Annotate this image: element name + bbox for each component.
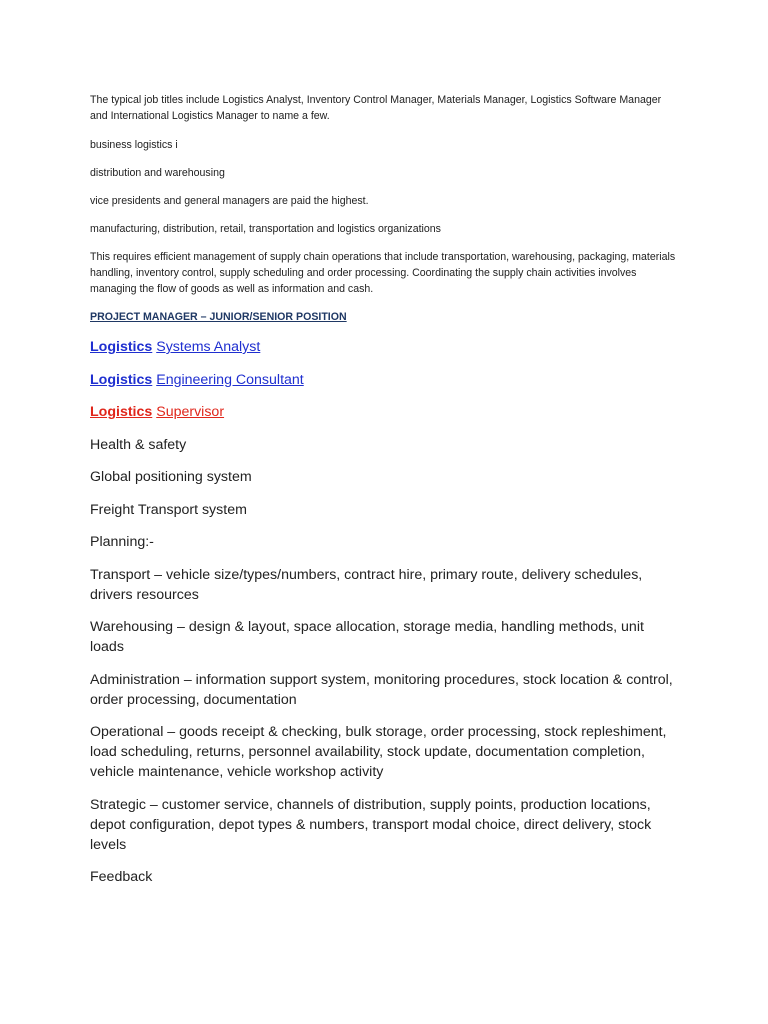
link-keyword[interactable]: Logistics	[90, 404, 153, 420]
link-systems-analyst[interactable]	[90, 337, 680, 357]
link-keyword[interactable]: Logistics	[90, 339, 153, 355]
operational-paragraph: Operational – goods receipt & checking, bulk storage, order processing, stock repleshiment, load scheduling, returns, personnel availability, stock update, documentation completion, vehicle maintenance, vehicle workshop activity	[90, 724, 667, 780]
project-manager-heading[interactable]: PROJECT MANAGER – JUNIOR/SENIOR POSITION	[90, 311, 347, 323]
gps-line: Global positioning system	[90, 469, 252, 485]
organizations-line: manufacturing, distribution, retail, transportation and logistics organizations	[90, 223, 441, 235]
link-text[interactable]: Supervisor	[156, 404, 225, 420]
link-supervisor[interactable]	[90, 402, 680, 422]
link-keyword[interactable]: Logistics	[90, 371, 153, 388]
feedback-line: Feedback	[90, 869, 153, 885]
document-page	[90, 92, 680, 900]
planning-line: Planning:-	[90, 534, 154, 550]
pay-line: vice presidents and general managers are paid the highest.	[90, 195, 369, 207]
freight-line: Freight Transport system	[90, 501, 247, 518]
job-titles-paragraph: The typical job titles include Logistics Analyst, Inventory Control Manager, Materials Manager, Logistics Software Manager and International Logistics Manager to name a few.	[90, 94, 662, 122]
link-text[interactable]: Engineering Consultant	[156, 371, 304, 388]
link-engineering-consultant[interactable]	[90, 370, 680, 390]
requirements-paragraph: This requires efficient management of supply chain operations that include transportation, warehousing, packaging, materials handling, inventory control, supply scheduling and order processing. Coordinating the supply chain activities involves managing the flow of goods as well as information and cash.	[90, 251, 676, 295]
health-safety-line: Health & safety	[90, 436, 187, 453]
administration-paragraph: Administration – information support system, monitoring procedures, stock location & control, order processing, documentation	[90, 671, 673, 708]
link-text[interactable]: Systems Analyst	[156, 339, 261, 355]
distribution-line: distribution and warehousing	[90, 167, 225, 179]
strategic-paragraph: Strategic – customer service, channels of distribution, supply points, production locations, depot configuration, depot types & numbers, transport modal choice, direct delivery, stock levels	[90, 796, 652, 853]
warehousing-paragraph: Warehousing – design & layout, space allocation, storage media, handling methods, unit loads	[90, 619, 644, 655]
transport-paragraph: Transport – vehicle size/types/numbers, contract hire, primary route, delivery schedules, drivers resources	[90, 566, 643, 603]
business-logistics-line: business logistics i	[90, 139, 178, 151]
